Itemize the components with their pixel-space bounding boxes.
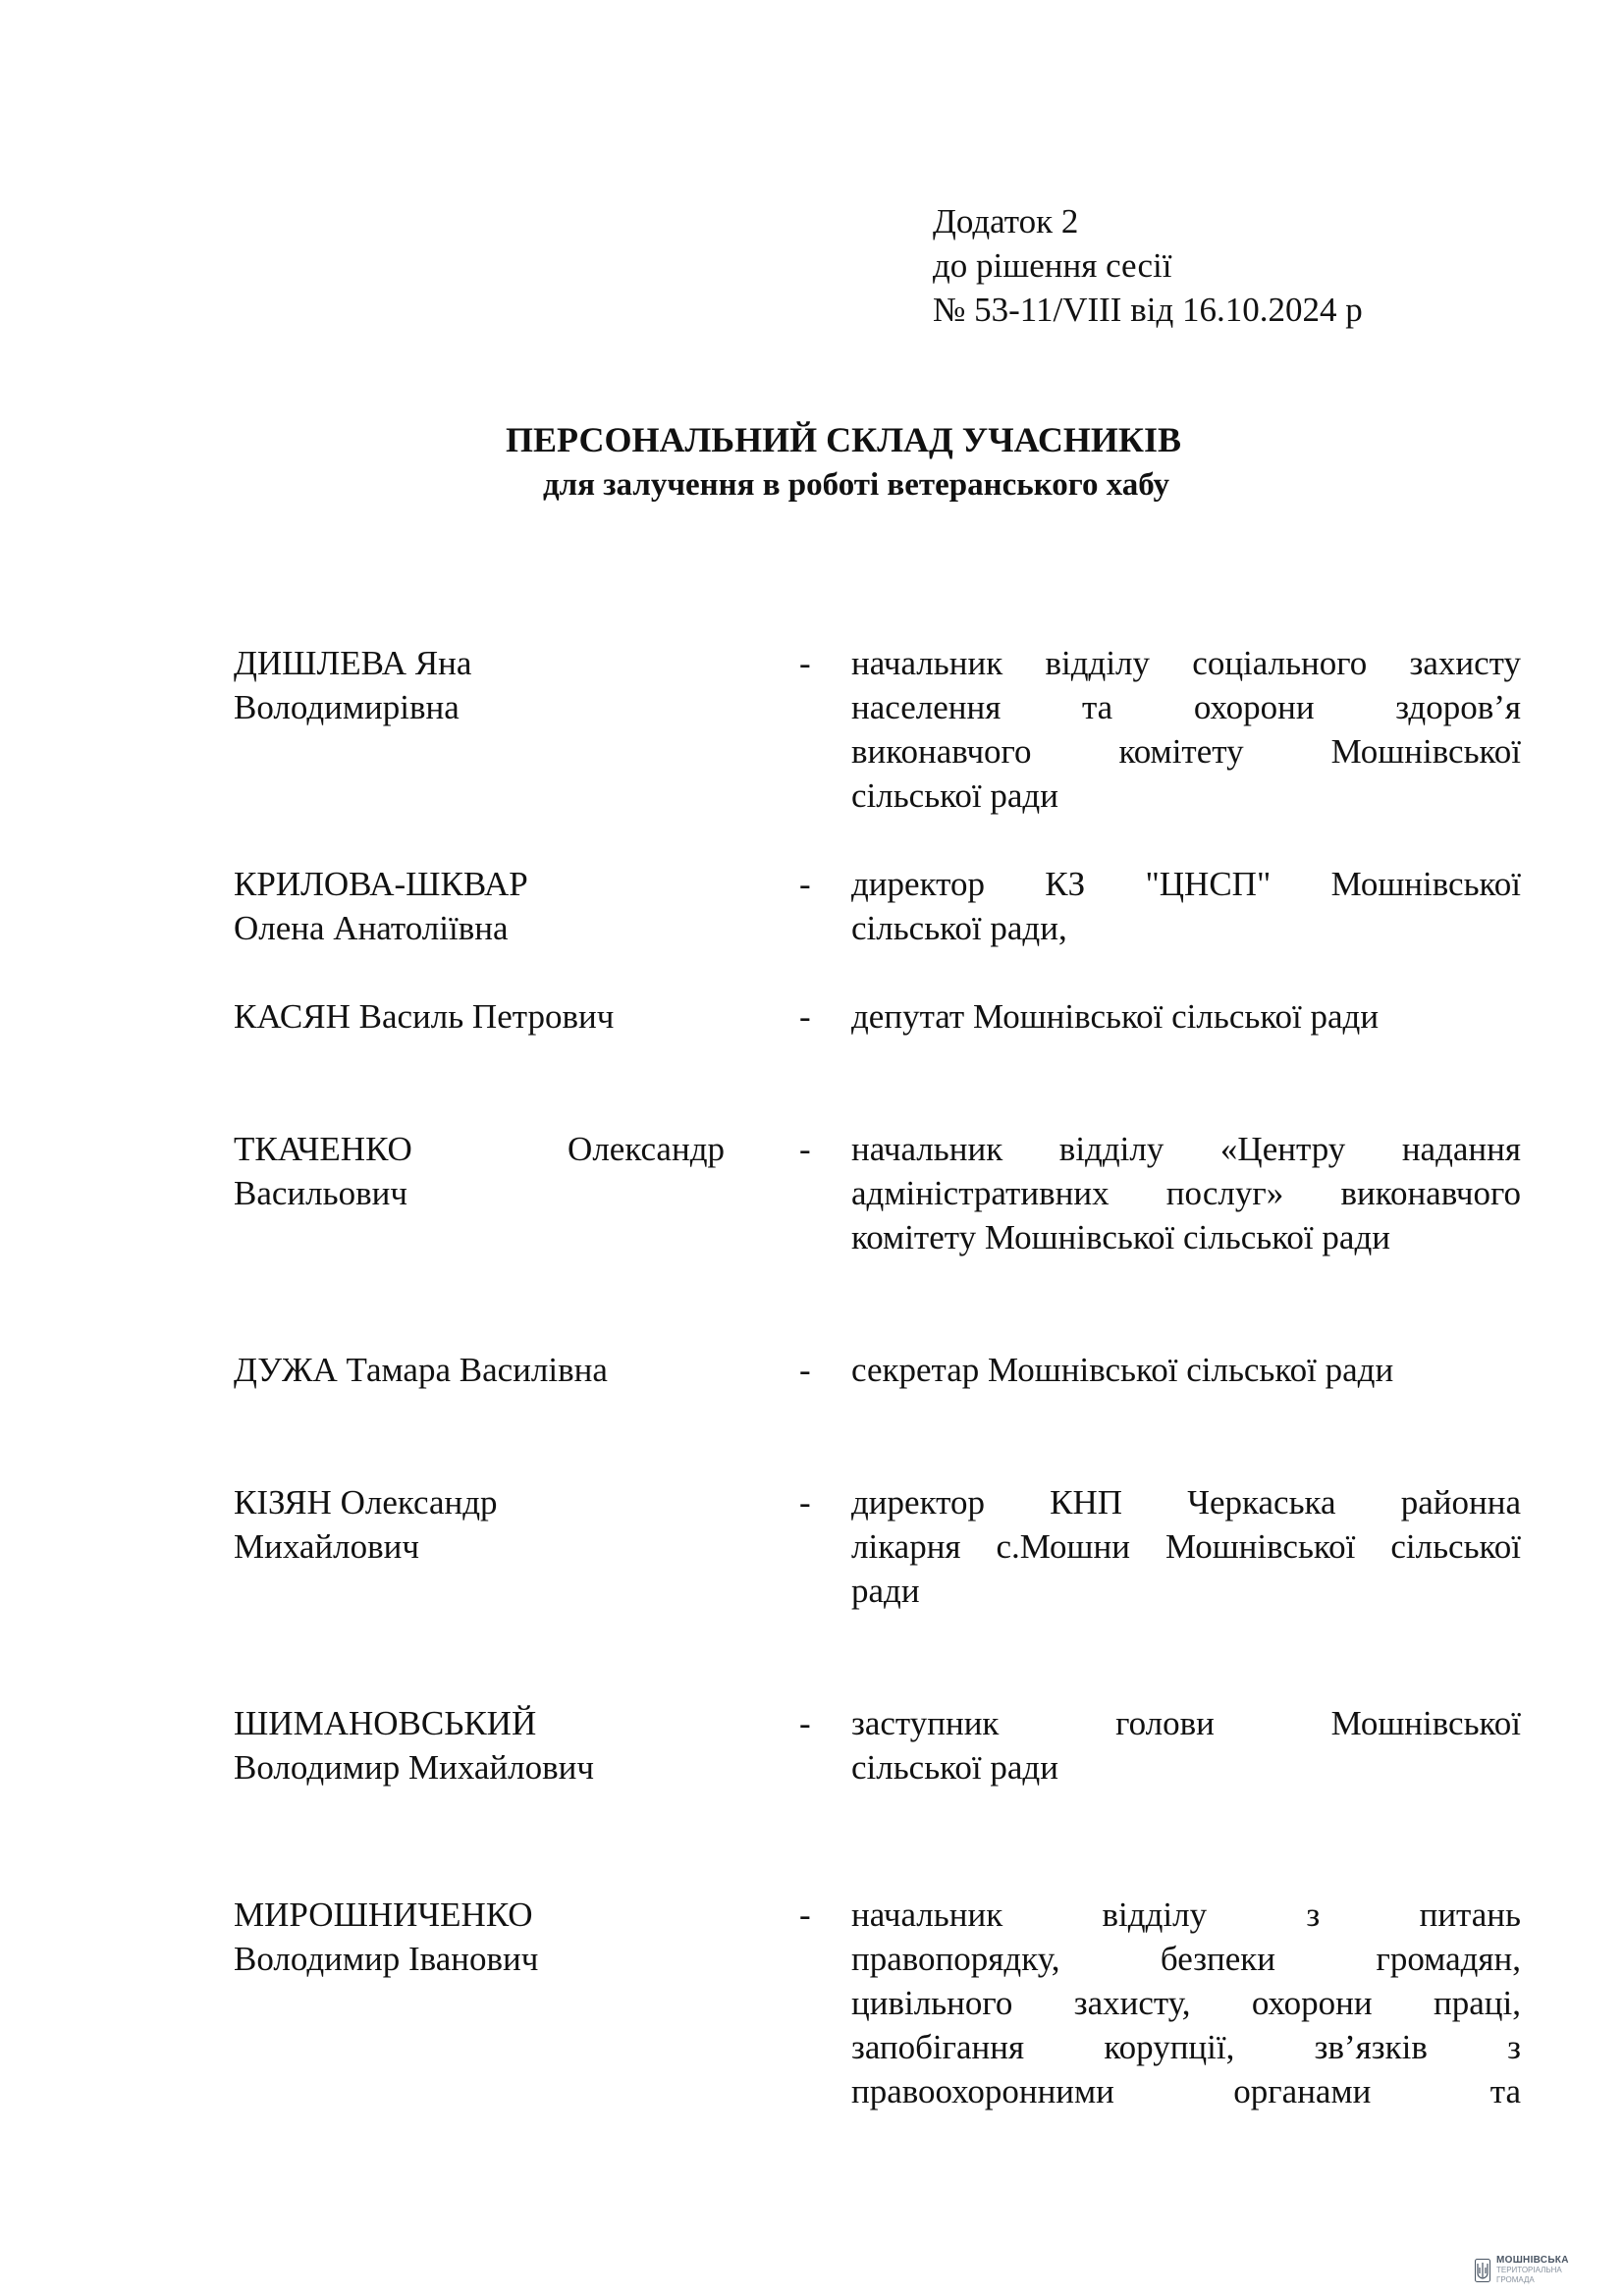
member-surname-first: КРИЛОВА-ШКВАР [234, 865, 528, 903]
member-name [234, 1893, 725, 1981]
member-surname-first: ШИМАНОВСЬКИЙ [234, 1704, 537, 1742]
annex-header [933, 199, 1363, 332]
role-line: запобігання корупції, зв’язків з [851, 2028, 1521, 2066]
member-role [851, 1127, 1521, 1259]
member-patronymic: Васильович [234, 1174, 407, 1212]
member-patronymic: Михайлович [234, 1527, 419, 1566]
member-role [851, 1480, 1521, 1613]
member-patronymic: Володимир Михайлович [234, 1748, 594, 1787]
role-line: лікарня с.Мошни Мошнівської сільської [851, 1527, 1521, 1566]
document-title [0, 417, 1624, 507]
logo-line-1: МОШНІВСЬКА [1496, 2255, 1569, 2266]
annex-number: Додаток 2 [933, 202, 1079, 240]
role-line: населення та охорони здоров’я [851, 688, 1521, 726]
member-name [234, 862, 725, 950]
role-line: сільської ради [851, 1748, 1058, 1787]
member-name [234, 1348, 725, 1392]
member-name [234, 1701, 725, 1789]
role-line: комітету Мошнівської сільської ради [851, 1218, 1390, 1256]
separator-dash: - [799, 1896, 811, 1934]
member-surname-first: ДИШЛЕВА Яна [234, 644, 472, 682]
separator-dash: - [799, 1704, 811, 1742]
role-line: начальник відділу соціального захисту [851, 644, 1521, 682]
member-surname-first: КАСЯН Василь Петрович [234, 997, 615, 1036]
community-logo [1475, 2256, 1569, 2285]
member-surname-first: КІЗЯН Олександр [234, 1483, 498, 1522]
role-line: правопорядку, безпеки громадян, [851, 1940, 1521, 1978]
title-subtitle: для залучення в роботі ветеранського хабу [542, 467, 1170, 503]
separator-dash: - [799, 865, 811, 903]
logo-line-2: ТЕРИТОРІАЛЬНА [1496, 2266, 1562, 2274]
trident-emblem-icon [1475, 2259, 1490, 2282]
member-patronymic: Олена Анатоліївна [234, 909, 509, 947]
separator-dash: - [799, 1130, 811, 1168]
role-line: начальник відділу «Центру надання [851, 1130, 1521, 1168]
member-role [851, 994, 1521, 1039]
member-role [851, 1701, 1521, 1789]
member-surname-first: МИРОШНИЧЕНКО [234, 1896, 533, 1934]
logo-text [1496, 2256, 1569, 2285]
role-line: виконавчого комітету Мошнівської [851, 732, 1521, 771]
role-line: депутат Мошнівської сільської ради [851, 997, 1380, 1036]
member-name [234, 1480, 725, 1569]
role-line: адміністративних послуг» виконавчого [851, 1174, 1521, 1212]
member-role [851, 1348, 1521, 1392]
member-patronymic: Володимирівна [234, 688, 460, 726]
logo-line-3: ГРОМАДА [1496, 2275, 1535, 2284]
role-line: директор КНП Черкаська районна [851, 1483, 1521, 1522]
separator-dash: - [799, 1351, 811, 1389]
role-line: директор КЗ "ЦНСП" Мошнівської [851, 865, 1521, 903]
role-line: цивільного захисту, охорони праці, [851, 1984, 1521, 2022]
separator-dash: - [799, 997, 811, 1036]
separator-dash: - [799, 644, 811, 682]
role-line: сільської ради, [851, 909, 1067, 947]
separator-dash: - [799, 1483, 811, 1522]
annex-reference: до рішення сесії [933, 246, 1172, 285]
role-line: начальник відділу з питань [851, 1896, 1521, 1934]
member-surname-first: ТКАЧЕНКО Олександр [234, 1130, 725, 1168]
role-line: сільської ради [851, 776, 1058, 815]
member-patronymic: Володимир Іванович [234, 1940, 539, 1978]
role-line: ради [851, 1572, 920, 1610]
member-role [851, 641, 1521, 818]
member-role [851, 1893, 1521, 2113]
member-surname-first: ДУЖА Тамара Василівна [234, 1351, 608, 1389]
member-name [234, 641, 725, 729]
member-name [234, 994, 725, 1039]
annex-decision-number: № 53-11/VIII від 16.10.2024 р [933, 291, 1363, 329]
member-role [851, 862, 1521, 950]
title-main: ПЕРСОНАЛЬНИЙ СКЛАД УЧАСНИКІВ [506, 420, 1181, 459]
role-line: правоохоронними органами та [851, 2072, 1521, 2110]
role-line: секретар Мошнівської сільської ради [851, 1351, 1394, 1389]
role-line: заступник голови Мошнівської [851, 1704, 1521, 1742]
member-name [234, 1127, 725, 1215]
